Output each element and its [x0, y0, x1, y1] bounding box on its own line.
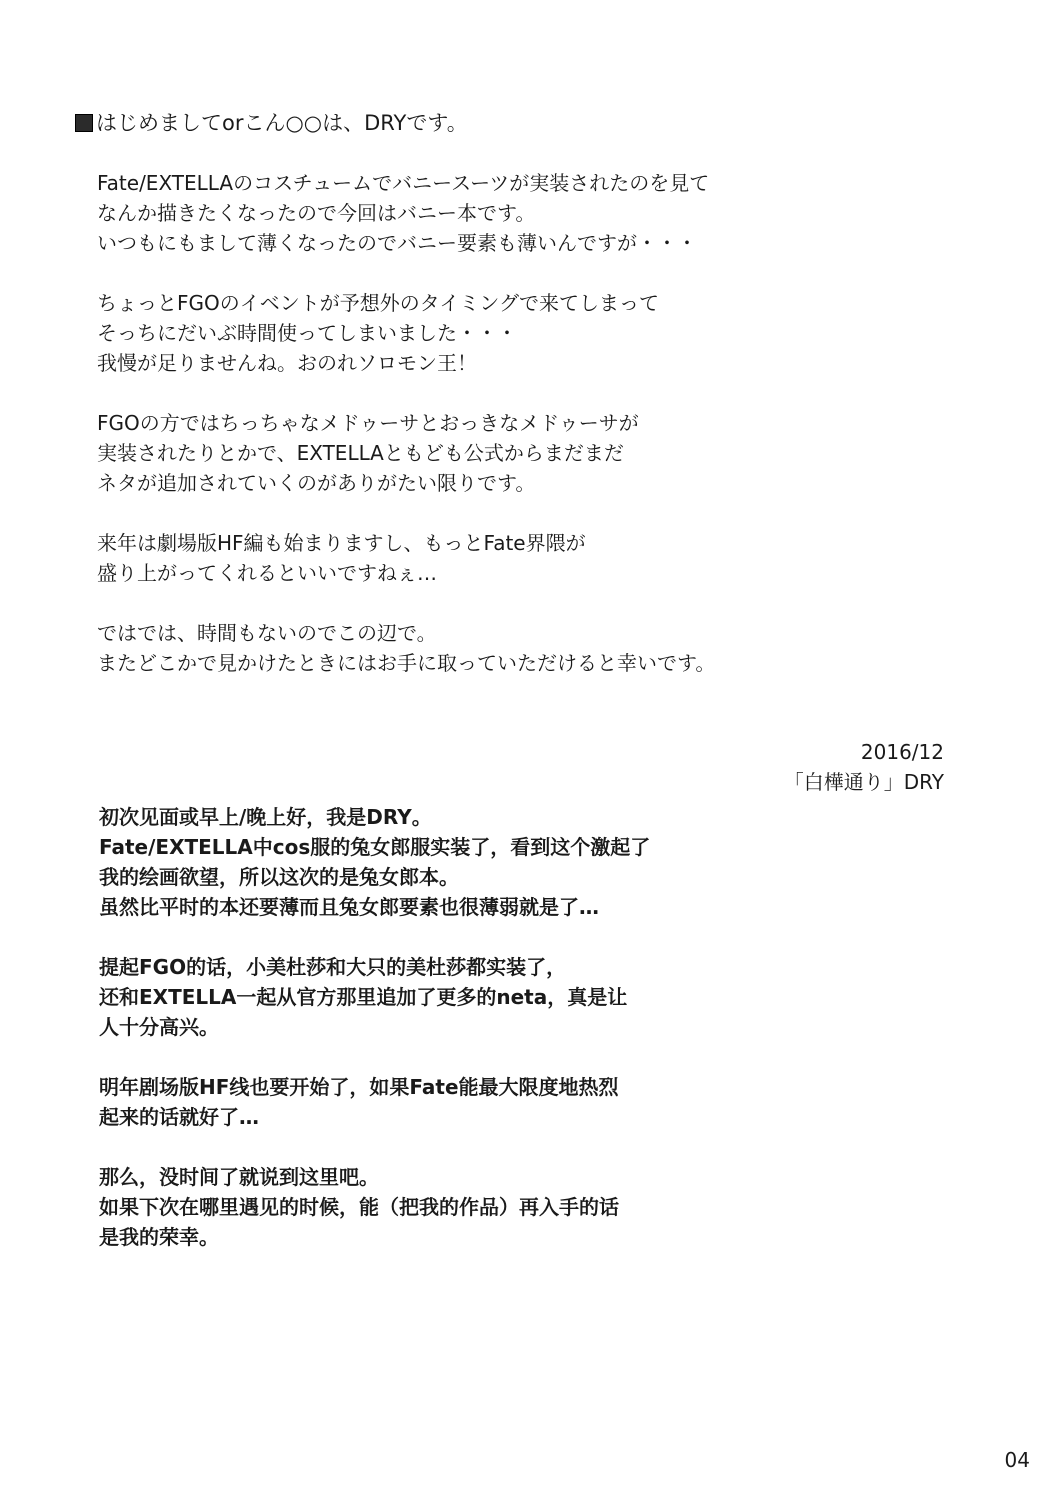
- text-line: Fate/EXTELLAのコスチュームでバニースーツが実装されたのを見て: [97, 171, 710, 195]
- signature-date: 2016/12: [860, 740, 944, 764]
- spacer: [75, 258, 795, 288]
- heading-text: はじめましてorこん○○は、DRYです。: [96, 111, 468, 135]
- spacer: [75, 378, 795, 408]
- spacer: [99, 1042, 779, 1072]
- text-line: そっちにだいぶ時間使ってしまいました・・・: [97, 321, 517, 345]
- text-line: 実装されたりとかで、EXTELLAともども公式からまだまだ: [97, 441, 624, 465]
- text-line: 虽然比平时的本还要薄而且兔女郎要素也很薄弱就是了…: [99, 895, 599, 919]
- square-bullet-icon: [75, 114, 93, 132]
- text-line: ネタが追加されていくのがありがたい限りです。: [97, 471, 536, 495]
- japanese-paragraph-2: [97, 288, 795, 378]
- signature-circle: 「白樺通り」DRY: [783, 770, 944, 794]
- text-line: 来年は劇場版HF編も始まりますし、もっとFate界隈が: [97, 531, 586, 555]
- text-line: 我的绘画欲望，所以这次的是兔女郎本。: [99, 865, 459, 889]
- chinese-paragraph-1: [99, 802, 779, 922]
- text-line: いつもにもまして薄くなったのでバニー要素も薄いんですが・・・: [97, 231, 697, 255]
- chinese-paragraph-2: [99, 952, 779, 1042]
- chinese-paragraph-3: [99, 1072, 779, 1132]
- spacer: [99, 922, 779, 952]
- text-line: またどこかで見かけたときにはお手に取っていただけると幸いです。: [97, 651, 716, 675]
- text-line: 提起FGO的话，小美杜莎和大只的美杜莎都实装了，: [99, 955, 567, 979]
- text-line: ちょっとFGOのイベントが予想外のタイミングで来てしまって: [97, 291, 659, 315]
- japanese-paragraph-5: [97, 618, 795, 678]
- text-line: 人十分高兴。: [99, 1015, 219, 1039]
- text-line: 盛り上がってくれるといいですねぇ…: [97, 561, 437, 585]
- text-line: 还和EXTELLA一起从官方那里追加了更多的neta，真是让: [99, 985, 628, 1009]
- spacer: [75, 138, 795, 168]
- text-line: 我慢が足りませんね。おのれソロモン王！: [97, 351, 477, 375]
- text-line: 明年剧场版HF线也要开始了，如果Fate能最大限度地热烈: [99, 1075, 619, 1099]
- japanese-heading: [75, 108, 795, 138]
- text-line: ではでは、時間もないのでこの辺で。: [97, 621, 437, 645]
- japanese-paragraph-1: [97, 168, 795, 258]
- text-line: 初次见面或早上/晚上好，我是DRY。: [99, 805, 432, 829]
- japanese-paragraph-3: [97, 408, 795, 498]
- text-line: Fate/EXTELLA中cos服的兔女郎服实装了，看到这个激起了: [99, 835, 651, 859]
- text-line: 那么，没时间了就说到这里吧。: [99, 1165, 379, 1189]
- signature: [784, 737, 944, 797]
- text-line: なんか描きたくなったので今回はバニー本です。: [97, 201, 536, 225]
- text-line: 如果下次在哪里遇见的时候，能（把我的作品）再入手的话: [99, 1195, 619, 1219]
- chinese-translation: [99, 802, 779, 1252]
- text-line: 是我的荣幸。: [99, 1225, 219, 1249]
- spacer: [75, 588, 795, 618]
- text-line: FGOの方ではちっちゃなメドゥーサとおっきなメドゥーサが: [97, 411, 639, 435]
- page-number: 04: [1004, 1448, 1030, 1472]
- spacer: [99, 1132, 779, 1162]
- spacer: [75, 498, 795, 528]
- japanese-paragraph-4: [97, 528, 795, 588]
- text-line: 起来的话就好了…: [99, 1105, 259, 1129]
- chinese-paragraph-4: [99, 1162, 779, 1252]
- japanese-afterword: [75, 108, 795, 678]
